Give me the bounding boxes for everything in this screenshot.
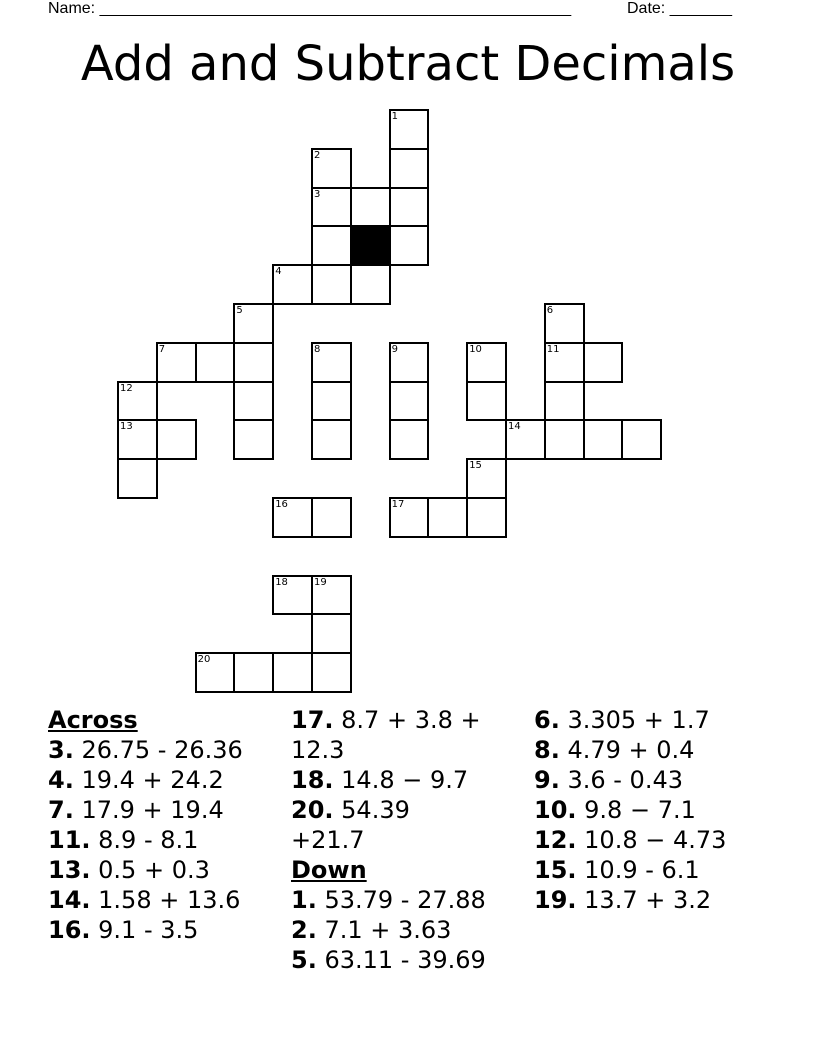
clue-number-label: 1	[391, 111, 398, 122]
clue-text: 26.75 - 26.36	[81, 736, 243, 764]
clue-across	[48, 765, 288, 795]
crossword-cell[interactable]	[233, 419, 274, 460]
crossword-cell[interactable]	[466, 381, 507, 422]
clue-text: 13.7 + 3.2	[584, 886, 712, 914]
clue-number: 17.	[291, 706, 334, 734]
crossword-cell[interactable]	[233, 342, 274, 383]
clue-number: 3.	[48, 736, 74, 764]
crossword-cell[interactable]	[311, 148, 352, 189]
crossword-cell[interactable]	[311, 419, 352, 460]
crossword-cell[interactable]	[466, 497, 507, 538]
clue-across	[291, 705, 491, 765]
name-field-label: Name: _____________________________________________________	[48, 0, 572, 17]
clue-number-label: 11	[546, 343, 560, 355]
clue-text: 14.8 − 9.7	[341, 766, 469, 794]
crossword-cell[interactable]	[544, 419, 585, 460]
crossword-cell[interactable]	[117, 458, 158, 499]
clue-number-label: 19	[314, 576, 327, 588]
clue-number-label: 5	[236, 305, 243, 316]
crossword-cell[interactable]	[505, 419, 546, 460]
clue-number-label: 6	[546, 305, 554, 316]
crossword-cell[interactable]	[311, 225, 352, 266]
clue-number-label: 4	[275, 266, 282, 278]
crossword-cell[interactable]	[272, 264, 313, 305]
crossword-cell[interactable]	[583, 342, 624, 383]
clue-number-label: 2	[314, 149, 321, 161]
clue-number-label: 12	[120, 382, 133, 394]
clue-number-label: 15	[469, 460, 482, 472]
clue-number: 1.	[291, 886, 317, 914]
clue-across	[48, 795, 288, 825]
crossword-cell[interactable]	[350, 187, 391, 228]
crossword-block	[350, 225, 391, 266]
crossword-cell[interactable]	[466, 458, 507, 499]
clue-text: 9.1 - 3.5	[98, 916, 199, 944]
date-field-label: Date: _______	[627, 0, 732, 17]
crossword-cell[interactable]	[311, 342, 352, 383]
clue-text: 10.9 - 6.1	[584, 856, 700, 884]
down-heading: Down	[291, 856, 367, 884]
clue-number: 10.	[534, 796, 577, 824]
crossword-cell[interactable]	[311, 264, 352, 305]
clue-text: 3.6 - 0.43	[567, 766, 683, 794]
clues-column-2	[291, 705, 491, 975]
clue-number-label: 14	[508, 421, 521, 433]
clue-across	[48, 855, 288, 885]
crossword-cell[interactable]	[544, 381, 585, 422]
clue-number-label: 8	[314, 343, 321, 355]
clue-down	[534, 765, 774, 795]
clue-number-label: 16	[275, 499, 288, 510]
clue-text: 0.5 + 0.3	[98, 856, 210, 884]
clues-column-1	[48, 705, 288, 945]
crossword-cell[interactable]	[389, 187, 430, 228]
clue-number: 14.	[48, 886, 91, 914]
clue-number: 19.	[534, 886, 577, 914]
crossword-cell[interactable]	[350, 264, 391, 305]
clue-down	[534, 855, 774, 885]
crossword-cell[interactable]	[156, 419, 197, 460]
clue-down	[291, 885, 491, 915]
clue-number-label: 10	[469, 343, 482, 355]
crossword-cell[interactable]	[311, 575, 352, 616]
crossword-cell[interactable]	[311, 652, 352, 693]
crossword-cell[interactable]	[389, 109, 430, 150]
crossword-cell[interactable]	[195, 342, 236, 383]
clue-number-label: 20	[197, 654, 211, 666]
clue-down	[534, 885, 774, 915]
clue-text: 17.9 + 19.4	[81, 796, 224, 824]
clue-down	[534, 795, 774, 825]
clue-text: 54.39 +21.7	[291, 796, 410, 854]
crossword-cell[interactable]	[621, 419, 662, 460]
crossword-cell[interactable]	[389, 225, 430, 266]
clue-number: 9.	[534, 766, 560, 794]
crossword-cell[interactable]	[233, 381, 274, 422]
clue-text: 19.4 + 24.2	[81, 766, 224, 794]
clue-number-label: 18	[275, 576, 288, 588]
clue-number-label: 13	[120, 421, 133, 433]
clue-text: 9.8 − 7.1	[584, 796, 696, 824]
clue-across	[48, 885, 288, 915]
clue-number: 6.	[534, 706, 560, 734]
clue-number-label: 3	[314, 188, 321, 200]
page-title: Add and Subtract Decimals	[80, 36, 736, 92]
clue-number: 4.	[48, 766, 74, 794]
clue-across	[291, 765, 491, 795]
crossword-cell[interactable]	[583, 419, 624, 460]
clue-number: 5.	[291, 946, 317, 974]
clue-number-label: 7	[158, 343, 166, 355]
clue-number: 8.	[534, 736, 560, 764]
crossword-cell[interactable]	[233, 303, 274, 344]
crossword-cell[interactable]	[389, 148, 430, 189]
clue-across	[291, 795, 491, 855]
clue-number: 2.	[291, 916, 317, 944]
crossword-cell[interactable]	[544, 303, 585, 344]
crossword-cell[interactable]	[272, 497, 313, 538]
crossword-cell[interactable]	[156, 342, 197, 383]
crossword-cell[interactable]	[466, 342, 507, 383]
crossword-cell[interactable]	[117, 381, 158, 422]
clue-text: 3.305 + 1.7	[567, 706, 710, 734]
clue-text: 10.8 − 4.73	[584, 826, 727, 854]
across-heading: Across	[48, 706, 138, 734]
clue-across	[48, 915, 288, 945]
clue-down	[291, 945, 491, 975]
clue-number: 18.	[291, 766, 334, 794]
clue-down	[534, 705, 774, 735]
clue-down	[291, 915, 491, 945]
clue-number: 12.	[534, 826, 577, 854]
clue-down	[534, 825, 774, 855]
crossword-cell[interactable]	[311, 187, 352, 228]
crossword-cell[interactable]	[427, 497, 468, 538]
clue-number-label: 9	[391, 343, 398, 355]
clue-text: 8.7 + 3.8 + 12.3	[291, 706, 481, 764]
clue-text: 63.11 - 39.69	[324, 946, 486, 974]
clue-text: 53.79 - 27.88	[324, 886, 486, 914]
crossword-cell[interactable]	[272, 575, 313, 616]
clue-number: 11.	[48, 826, 91, 854]
crossword-cell[interactable]	[272, 652, 313, 693]
clue-number: 13.	[48, 856, 91, 884]
crossword-cell[interactable]	[389, 419, 430, 460]
crossword-cell[interactable]	[389, 342, 430, 383]
clue-number: 20.	[291, 796, 334, 824]
clue-number: 7.	[48, 796, 74, 824]
crossword-cell[interactable]	[389, 381, 430, 422]
clue-across	[48, 735, 288, 765]
crossword-cell[interactable]	[311, 613, 352, 654]
crossword-cell[interactable]	[233, 652, 274, 693]
crossword-cell[interactable]	[195, 652, 236, 693]
clue-number-label: 17	[391, 499, 405, 510]
clue-across	[48, 825, 288, 855]
clue-number: 15.	[534, 856, 577, 884]
clue-text: 7.1 + 3.63	[324, 916, 452, 944]
crossword-cell[interactable]	[389, 497, 430, 538]
crossword-cell[interactable]	[311, 381, 352, 422]
clue-text: 1.58 + 13.6	[98, 886, 241, 914]
clue-down	[534, 735, 774, 765]
clues-column-3	[534, 705, 774, 915]
crossword-cell[interactable]	[117, 419, 158, 460]
crossword-cell[interactable]	[544, 342, 585, 383]
clue-text: 8.9 - 8.1	[98, 826, 199, 854]
crossword-cell[interactable]	[311, 497, 352, 538]
clue-text: 4.79 + 0.4	[567, 736, 695, 764]
clue-number: 16.	[48, 916, 91, 944]
